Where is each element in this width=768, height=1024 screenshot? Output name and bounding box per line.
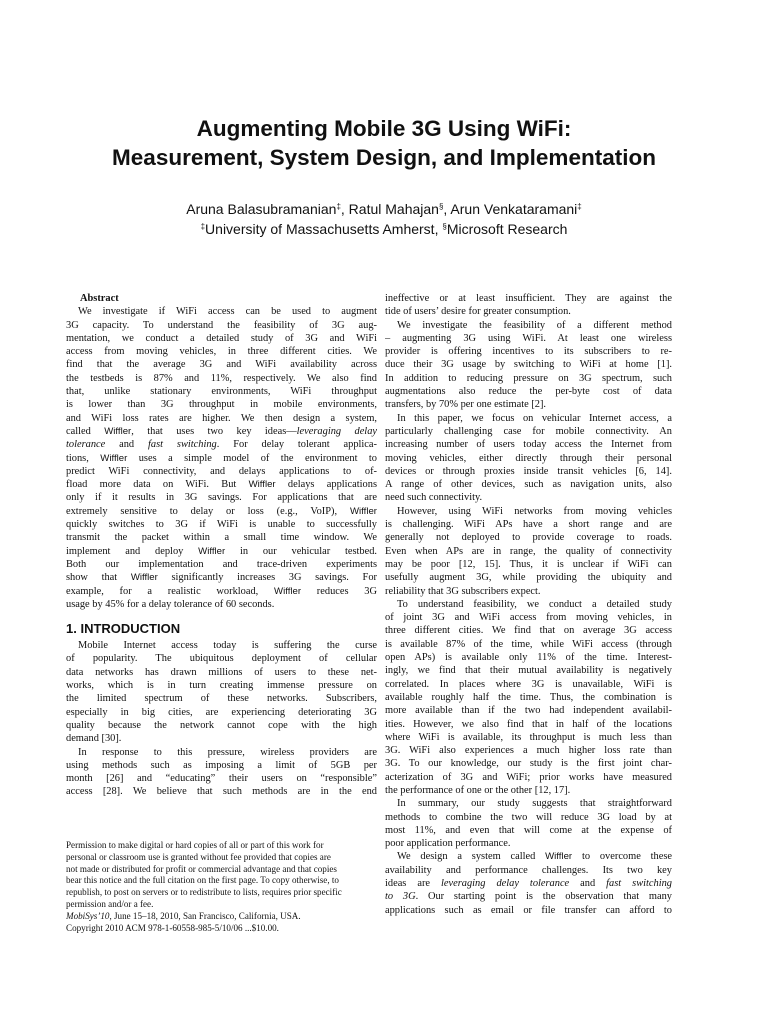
text-run: show that xyxy=(66,572,131,584)
body-line: provider is offering incentives to its subscribers to re- xyxy=(385,346,672,358)
body-line: In this paper, we focus on vehicular Internet access, a xyxy=(397,412,672,424)
emphasis: fast switching xyxy=(606,878,672,890)
author-affiliations xyxy=(40,218,728,238)
body-line: devices or through proxies inside transit vehicles [6, 14]. xyxy=(385,465,672,477)
intro-line: demand [30]. xyxy=(66,733,122,745)
body-line: applications such as email or file transfer can afford to xyxy=(385,904,672,916)
body-line: three different cities. We find that on average 3G access xyxy=(385,625,672,637)
body-line: need such connectivity. xyxy=(385,492,483,504)
abstract-line: only if it results in 3G savings. For applications that are xyxy=(66,492,377,504)
body-line: the performance of one or the other [12, 17]. xyxy=(385,784,571,796)
permission-line: bear this notice and the full citation on the first page. To copy otherwise, to xyxy=(66,875,339,886)
text-run: ideas are xyxy=(385,878,442,890)
text-run: implement and deploy xyxy=(66,545,199,557)
intro-line: data networks has drawn millions of users to these net- xyxy=(66,666,377,678)
text-run: delays applications xyxy=(275,479,377,491)
system-name: Wiffler xyxy=(104,425,132,437)
intro-line: using methods such as imposing a limit of 5GB per xyxy=(66,759,377,771)
affil-mark: ‡ xyxy=(336,202,341,211)
affiliation-1: University of Massachusetts Amherst, xyxy=(205,221,443,237)
intro-line: works, which is in turn creating immense pressure on xyxy=(66,680,377,692)
body-line: In summary, our study suggests that straightforward xyxy=(397,798,672,810)
body-line: availability and performance challenges. Its two key xyxy=(385,864,672,876)
text-run: We design a system called xyxy=(397,851,546,863)
body-line: may be poor [12, 15]. Thus, it is unclear if WiFi can xyxy=(385,558,672,570)
body-line: To understand feasibility, we conduct a detailed study xyxy=(397,598,672,610)
text-run: to overcome these xyxy=(572,851,672,863)
text-run: uses a simple model of the environment to xyxy=(127,452,377,464)
body-line: particularly challenging case for mobile connectivity. An xyxy=(385,425,672,437)
text-run: example, for a realistic workload, xyxy=(66,585,275,597)
intro-line: especially in big cities, are experiencing deteriorating 3G xyxy=(66,706,377,718)
abstract-line: quickly switches to 3G if WiFi is unable to successfully xyxy=(66,519,377,531)
abstract-line: is lower than 3G throughput in mobile environments, xyxy=(66,399,377,411)
right-column xyxy=(385,292,672,917)
title-line-1: Augmenting Mobile 3G Using WiFi: xyxy=(196,116,572,141)
body-line: However, using WiFi networks from moving vehicles xyxy=(397,505,672,517)
body-line: A range of other devices, such as navigation units, also xyxy=(385,479,672,491)
abstract-line: mentation, we conduct a detailed study of 3G and WiFi xyxy=(66,332,377,344)
left-column xyxy=(66,292,377,799)
abstract-line: that, unlike stationary environments, WiFi throughput xyxy=(66,386,377,398)
body-line: is available 87% of the time, while WiFi access (through xyxy=(385,638,672,650)
author-2: , Ratul Mahajan xyxy=(340,201,439,217)
abstract-line: 3G capacity. To understand the feasibility of 3G aug- xyxy=(66,319,377,331)
body-line: where WiFi is available, its throughput is much less than xyxy=(385,731,672,743)
body-line xyxy=(385,877,672,890)
text-run: . Our starting point is the observation that many xyxy=(415,891,672,903)
text-run: reduces 3G xyxy=(301,585,377,597)
body-line: more available than if the two had independent availabil- xyxy=(385,705,672,717)
permission-line: personal or classroom use is granted without fee provided that copies are xyxy=(66,851,331,862)
body-line: 3G. To our knowledge, our study is the first joint char- xyxy=(385,758,672,770)
author-1: Aruna Balasubramanian xyxy=(186,201,337,217)
affil-mark: § xyxy=(438,202,444,211)
body-line: Even when APs are in range, the quality of connectivity xyxy=(385,545,672,557)
body-line: We investigate the feasibility of a different method xyxy=(397,319,672,331)
body-line: is challenging. WiFi APs have a short range and are xyxy=(385,519,672,531)
text-run: significantly increases 3G savings. For xyxy=(157,572,377,584)
system-name: Wiffler xyxy=(198,545,226,557)
system-name: Wiffler xyxy=(100,452,128,464)
body-line: acterization of 3G and WiFi; prior works have measured xyxy=(385,771,672,783)
system-name: Wiffler xyxy=(274,585,302,597)
intro-line: quality because the network cannot cope with the high xyxy=(66,719,377,731)
body-line: In addition to reducing pressure on 3G spectrum, such xyxy=(385,372,672,384)
body-line: methods to combine the two will reduce 3G load by at xyxy=(385,811,672,823)
permission-line: republish, to post on servers or to redistribute to lists, requires prior specific xyxy=(66,887,342,898)
abstract-line: transmit the packet within a small time window. We xyxy=(66,532,377,544)
abstract-line xyxy=(66,571,377,584)
abstract-line xyxy=(66,585,377,598)
abstract-line: the testbeds is 87% and 11%, respectively. We also find xyxy=(66,372,377,384)
emphasis: leveraging delay xyxy=(296,425,377,437)
body-line: duce their 3G usage by switching to WiFi at home [1]. xyxy=(385,359,672,371)
body-line xyxy=(385,890,672,903)
affil-mark: ‡ xyxy=(200,222,206,231)
abstract-line xyxy=(66,478,377,491)
author-3: , Arun Venkataramani xyxy=(443,201,578,217)
abstract-line xyxy=(66,438,377,451)
body-line: reliability that 3G subscribers expect. xyxy=(385,585,541,597)
abstract-line xyxy=(66,545,377,558)
section-heading-introduction: 1. INTRODUCTION xyxy=(66,621,181,637)
abstract-line: We investigate if WiFi access can be used to augment xyxy=(78,306,377,318)
abstract-line: and WiFi loss rates are higher. We then design a system, xyxy=(66,412,377,424)
text-run: , that uses two key ideas— xyxy=(131,425,297,437)
intro-line: the limited spectrum of these networks. Subscribers, xyxy=(66,693,377,705)
body-line: correlated. In places where 3G is unavailable, WiFi is xyxy=(385,678,672,690)
system-name: Wiffler xyxy=(130,572,158,584)
permission-notice xyxy=(66,840,377,934)
system-name: Wiffler xyxy=(349,505,377,517)
author-block xyxy=(40,198,728,238)
affil-mark: ‡ xyxy=(577,202,582,211)
body-line: usefully augment 3G, while providing the ubiquity and xyxy=(385,572,672,584)
permission-line: not made or distributed for profit or commercial advantage and that copies xyxy=(66,863,337,874)
abstract-line: predict WiFi connectivity, and delays applications to of- xyxy=(66,465,377,477)
abstract-line: find that the average 3G and WiFi availability across xyxy=(66,359,377,371)
abstract-line xyxy=(66,452,377,465)
text-run: and xyxy=(105,439,149,451)
text-run: June 15–18, 2010, San Francisco, California, USA. xyxy=(111,910,301,921)
body-line: generally not deployed to provide coverage to roads. xyxy=(385,532,672,544)
body-line: most 11%, and even that will come at the expense of xyxy=(385,824,672,836)
body-line: ities. However, we also find that in half of the locations xyxy=(385,718,672,730)
affil-mark: § xyxy=(442,222,447,231)
text-run: extremely sensitive to delay or loss (e.g., VoIP), xyxy=(66,505,350,517)
body-line: open APs) is available only 11% of the time. Interest- xyxy=(385,652,672,664)
abstract-line xyxy=(66,425,377,438)
emphasis: tolerance xyxy=(66,439,106,451)
body-line: – augmenting 3G using WiFi. At least one wireless xyxy=(385,332,672,344)
body-line xyxy=(385,850,672,863)
body-line: augmentations also reduce the per-byte cost of data xyxy=(385,386,672,398)
paper-title xyxy=(40,114,728,172)
body-line: increasing number of users today access the Internet from xyxy=(385,439,672,451)
body-line: poor application performance. xyxy=(385,838,511,850)
intro-line: access [28]. We believe that such methods are in the end xyxy=(66,786,377,798)
abstract-line xyxy=(66,505,377,518)
text-run: called xyxy=(66,425,105,437)
body-line: available roughly half the time. Thus, the combination is xyxy=(385,691,672,703)
permission-line xyxy=(66,911,377,923)
conference-name: MobiSys’10, xyxy=(66,910,112,921)
emphasis: to 3G xyxy=(385,891,416,903)
permission-line: Permission to make digital or hard copies of all or part of this work for xyxy=(66,840,324,850)
text-run: fload more data on WiFi. But xyxy=(66,479,249,491)
intro-line: Mobile Internet access today is suffering the curse xyxy=(78,640,377,652)
intro-line: of popularity. The ubiquitous deployment of cellular xyxy=(66,653,377,665)
body-line: moving vehicles, either directly through their personal xyxy=(385,452,672,464)
abstract-heading: Abstract xyxy=(80,293,119,304)
abstract-line: access from moving vehicles, in three different cities. We xyxy=(66,346,377,358)
intro-line: In response to this pressure, wireless providers are xyxy=(78,746,377,758)
abstract-line: usage by 45% for a delay tolerance of 60 seconds. xyxy=(66,598,275,610)
body-line: ineffective or at least insufficient. They are against the xyxy=(385,293,672,304)
affiliation-2: Microsoft Research xyxy=(446,221,568,237)
text-run: . For delay tolerant applica- xyxy=(216,439,377,451)
emphasis: leveraging delay tolerance xyxy=(441,878,570,890)
system-name: Wiffler xyxy=(248,479,276,491)
permission-line: permission and/or a fee. xyxy=(66,898,154,909)
intro-line: month [26] and “educating” their users on “responsible” xyxy=(66,773,377,785)
text-run: and xyxy=(569,878,607,890)
body-line: 3G. WiFi also experiences a much higher loss rate than xyxy=(385,745,672,757)
text-run: in our vehicular testbed. xyxy=(225,545,377,557)
abstract-line: Both our implementation and trace-driven experiments xyxy=(66,558,377,570)
body-line: tide of users’ desire for greater consumption. xyxy=(385,306,571,318)
body-line: ingly, we find that their mutual availability is negatively xyxy=(385,665,672,677)
copyright-line: Copyright 2010 ACM 978-1-60558-985-5/10/06 ...$10.00. xyxy=(66,922,279,933)
emphasis: fast switching xyxy=(148,439,217,451)
body-line: transfers, by 70% per one estimate [2]. xyxy=(385,399,546,411)
system-name: Wiffler xyxy=(545,851,573,863)
title-line-2: Measurement, System Design, and Implementation xyxy=(112,145,656,170)
text-run: tions, xyxy=(66,452,101,464)
author-names xyxy=(40,198,728,218)
body-line: of joint 3G and WiFi access from moving vehicles, in xyxy=(385,612,672,624)
